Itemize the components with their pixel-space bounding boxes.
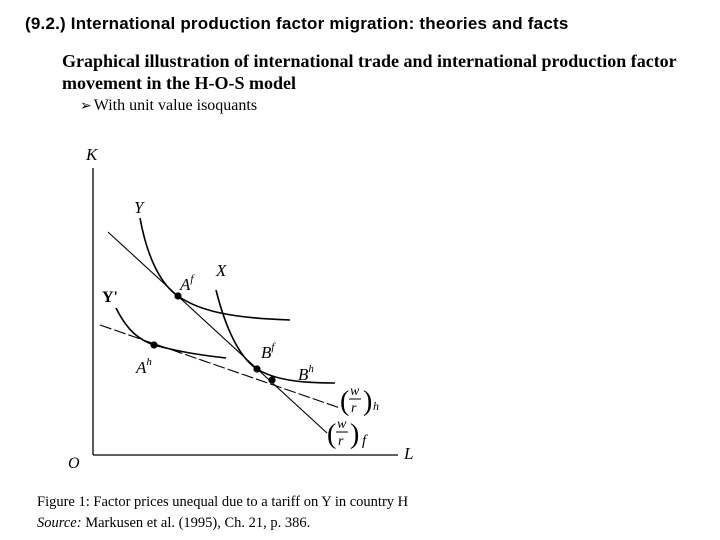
source-text: Markusen et al. (1995), Ch. 21, p. 386. xyxy=(85,515,311,531)
isoquant-y-label: Y xyxy=(134,198,144,217)
point-b-f-label: $B^f$ xyxy=(261,341,275,362)
caption-source xyxy=(37,513,408,534)
svg-text:f: f xyxy=(362,433,367,449)
point-a-f-label: $A^f$ xyxy=(180,273,194,294)
svg-text:): ) xyxy=(350,419,360,450)
svg-text:r: r xyxy=(338,434,344,449)
x-axis-label: L xyxy=(404,444,414,463)
point-a-h xyxy=(150,341,157,348)
slide-subtitle: Graphical illustration of international trade and international production factor movement in the H-O-S model xyxy=(62,51,677,93)
point-b-h-label: $B^h$ xyxy=(298,363,314,384)
svg-text:(: ( xyxy=(340,386,350,417)
caption-figure-text: Figure 1: Factor prices unequal due to a tariff on Y in country H xyxy=(37,494,409,510)
origin-label: O xyxy=(68,455,80,472)
wage-rental-ratio-home xyxy=(340,384,379,417)
isoquant-y-prime-label: Y' xyxy=(102,289,118,306)
svg-text:h: h xyxy=(373,399,379,413)
isoquant-x xyxy=(216,290,335,383)
slide-title: (9.2.) International production factor migration: theories and facts xyxy=(25,14,569,33)
bullet-text: With unit value isoquants xyxy=(93,97,258,114)
point-b-f xyxy=(253,365,260,372)
isoquant-y-prime xyxy=(116,308,226,358)
svg-text:): ) xyxy=(363,386,373,417)
arrow-bullet-icon: ➢ xyxy=(80,99,92,114)
source-label: Source: xyxy=(37,515,82,531)
isoquant-y xyxy=(140,218,290,320)
isoquant-x-label: X xyxy=(216,261,227,280)
point-a-h-label: $A^h$ xyxy=(136,356,152,377)
wage-rental-ratio-foreign xyxy=(327,417,368,450)
point-b-h xyxy=(268,376,275,383)
y-axis-label: K xyxy=(86,145,98,164)
svg-text:w: w xyxy=(350,384,360,399)
svg-text:r: r xyxy=(351,401,357,416)
figure-caption xyxy=(37,492,408,534)
svg-text:(: ( xyxy=(327,419,337,450)
svg-text:w: w xyxy=(337,417,347,432)
